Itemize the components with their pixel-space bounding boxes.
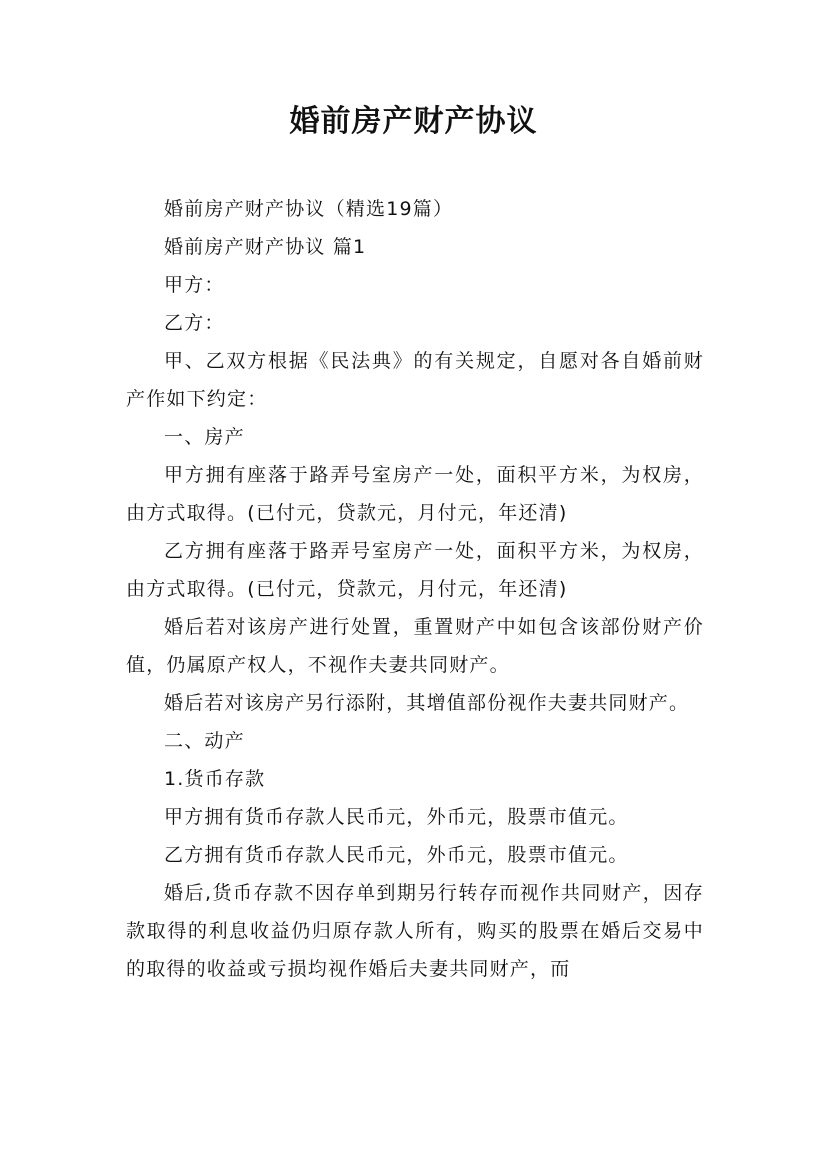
paragraph-heading: 婚前房产财产协议 篇1 (164, 236, 367, 258)
paragraph-deposits-after-marriage: 婚后,货币存款不因存单到期另行转存而视作共同财产，因存款取得的利息收益仍归原存款人所有，购买的股票在婚后交易中的取得的收益或亏损均视作婚后夫妻共同财产，而 (126, 882, 704, 980)
paragraph-subtitle: 婚前房产财产协议（精选19篇） (164, 198, 454, 220)
paragraph-property-disposal: 婚后若对该房产进行处置，重置财产中如包含该部份财产价值，仍属原产权人，不视作夫妻共同财产。 (126, 616, 704, 676)
paragraph-party-a-deposits: 甲方拥有货币存款人民币元，外币元，股票市值元。 (164, 806, 629, 828)
document-body (126, 190, 704, 988)
section-heading-movables: 二、动产 (164, 730, 245, 752)
document-title: 婚前房产财产协议 (289, 104, 538, 139)
paragraph-party-a: 甲方： (164, 274, 225, 296)
subsection-heading-deposits: 1.货币存款 (164, 768, 266, 790)
paragraph-preamble: 甲、乙双方根据《民法典》的有关规定，自愿对各自婚前财产作如下约定： (126, 350, 704, 410)
paragraph-party-a-property: 甲方拥有座落于路弄号室房产一处，面积平方米，为权房，由方式取得。(已付元，贷款元，月付元，年还清) (126, 464, 704, 524)
paragraph-party-b-property: 乙方拥有座落于路弄号室房产一处，面积平方米，为权房，由方式取得。(已付元，贷款元，月付元，年还清) (126, 540, 704, 600)
paragraph-property-addition: 婚后若对该房产另行添附，其增值部份视作夫妻共同财产。 (164, 692, 690, 714)
section-heading-real-estate: 一、房产 (164, 426, 245, 448)
paragraph-party-b-deposits: 乙方拥有货币存款人民币元，外币元，股票市值元。 (164, 844, 629, 866)
paragraph-party-b: 乙方： (164, 312, 225, 334)
